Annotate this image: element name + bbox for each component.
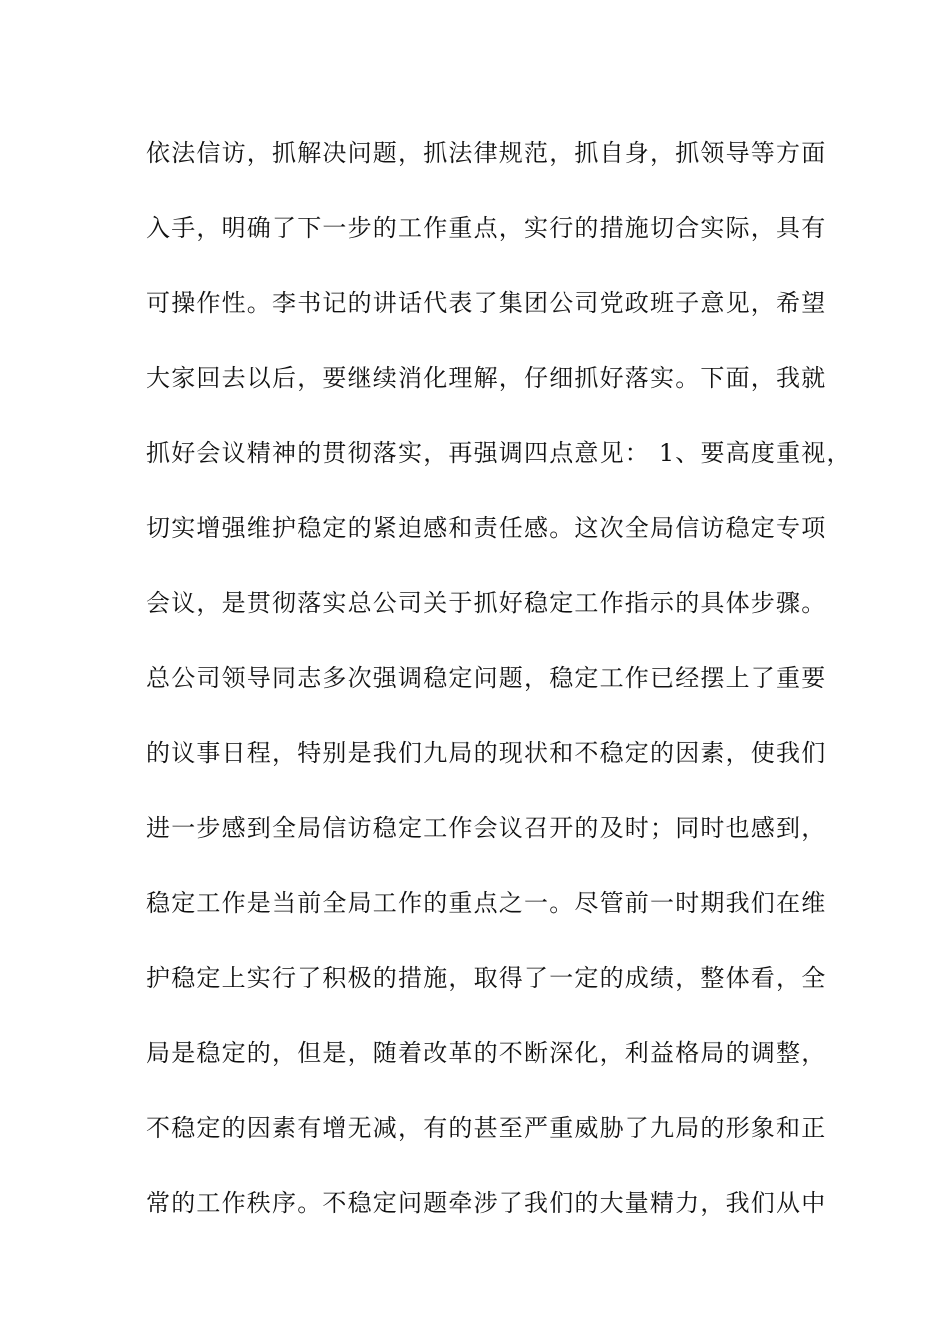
- text-line: 不稳定的因素有增无减，有的甚至严重威胁了九局的形象和正: [146, 1114, 827, 1142]
- text-line: 切实增强维护稳定的紧迫感和责任感。这次全局信访稳定专项: [146, 514, 827, 542]
- text-line: 常的工作秩序。不稳定问题牵涉了我们的大量精力，我们从中: [146, 1189, 827, 1217]
- text-line: 稳定工作是当前全局工作的重点之一。尽管前一时期我们在维: [146, 889, 827, 917]
- text-line: 入手，明确了下一步的工作重点，实行的措施切合实际，具有: [146, 214, 827, 242]
- text-line: 可操作性。李书记的讲话代表了集团公司党政班子意见，希望: [146, 289, 827, 317]
- text-line: 的议事日程，特别是我们九局的现状和不稳定的因素，使我们: [146, 739, 827, 767]
- text-line: 依法信访，抓解决问题，抓法律规范，抓自身，抓领导等方面: [146, 139, 827, 167]
- text-line: 抓好会议精神的贯彻落实，再强调四点意见： 1、要高度重视，: [146, 439, 852, 467]
- text-line: 局是稳定的，但是，随着改革的不断深化，利益格局的调整，: [146, 1039, 827, 1067]
- text-line: 大家回去以后，要继续消化理解，仔细抓好落实。下面，我就: [146, 364, 827, 392]
- text-line: 会议，是贯彻落实总公司关于抓好稳定工作指示的具体步骤。: [146, 589, 827, 617]
- body-text: [146, 131, 852, 1256]
- text-line: 总公司领导同志多次强调稳定问题，稳定工作已经摆上了重要: [146, 664, 827, 692]
- text-line: 护稳定上实行了积极的措施，取得了一定的成绩，整体看，全: [146, 964, 827, 992]
- text-line: 进一步感到全局信访稳定工作会议召开的及时；同时也感到，: [146, 814, 827, 842]
